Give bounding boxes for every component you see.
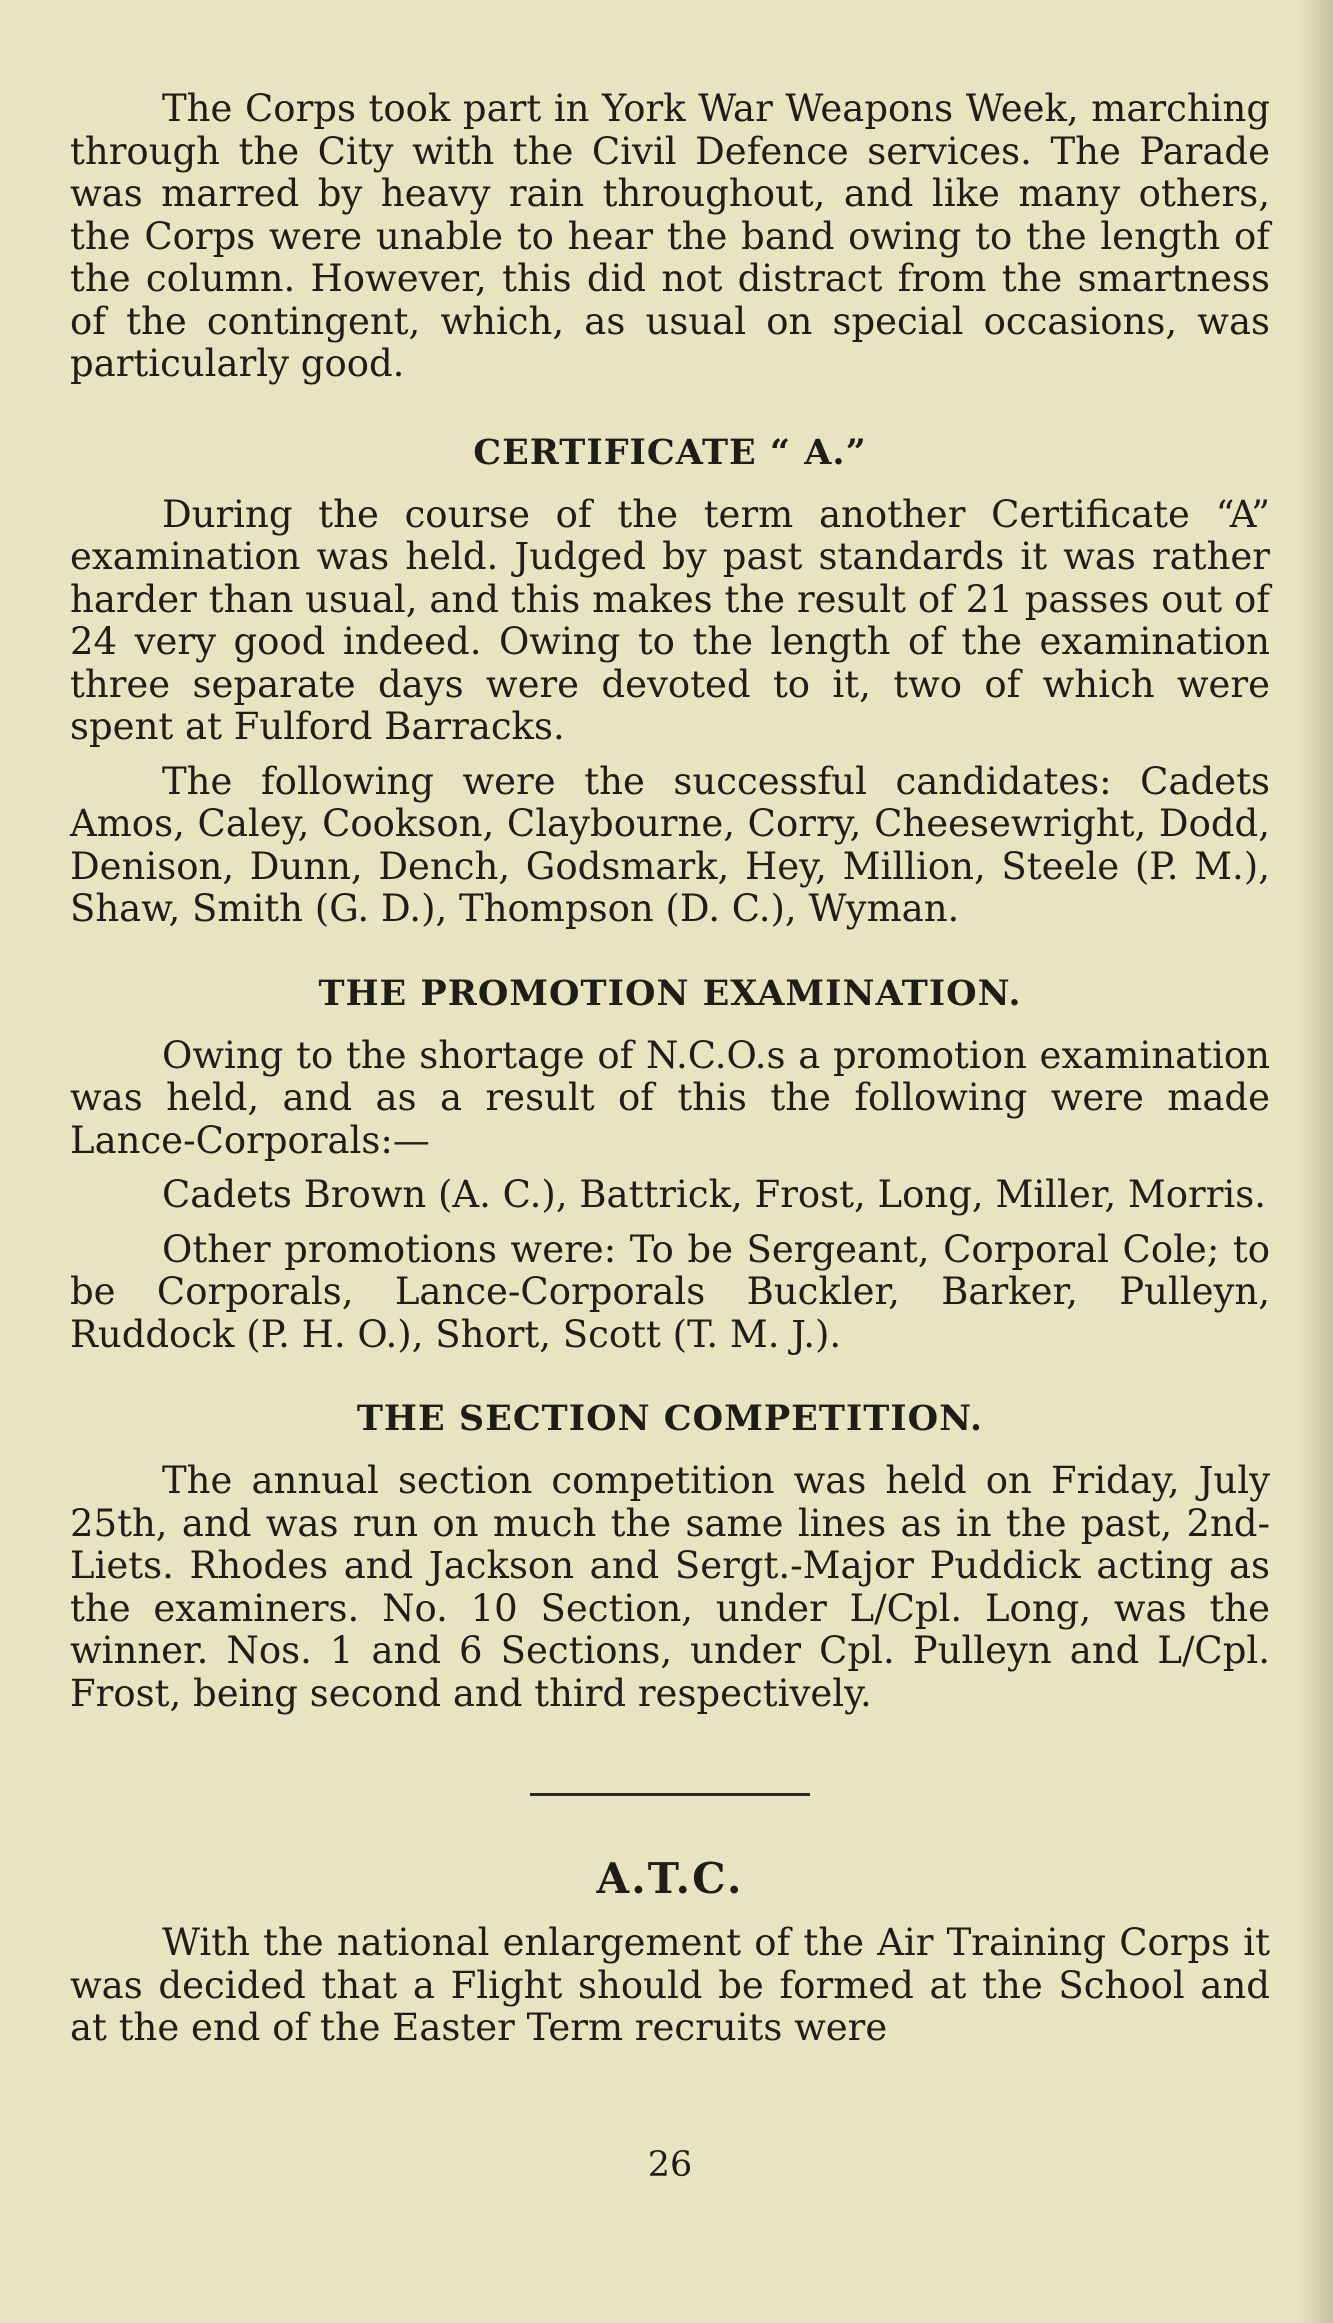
page-number: 26 bbox=[647, 2145, 693, 2185]
document-page bbox=[70, 88, 1270, 2288]
section-divider bbox=[530, 1793, 810, 1796]
atc-paragraph: With the national enlargement of the Air Training Corps it was decided that a Flight should be formed at the School and at the end of the Easter Term recruits were bbox=[70, 1921, 1270, 2049]
promotion-heading: THE PROMOTION EXAMINATION. bbox=[318, 972, 1022, 1014]
section-competition-heading: THE SECTION COMPETITION. bbox=[356, 1398, 984, 1439]
certificate-heading: CERTIFICATE “ A.” bbox=[473, 431, 867, 473]
promotion-paragraph-3: Other promotions were: To be Sergeant, Corporal Cole; to be Corporals, Lance-Corporals Buckler, Barker, Pulleyn, Ruddock (P. H. O.), Short, Scott (T. M. J.). bbox=[70, 1227, 1270, 1356]
section-competition-paragraph: The annual section competition was held on Friday, July 25th, and was run on much the same lines as in the past, 2nd-Liets. Rhodes and Jackson and Sergt.-Major Puddick acting as the examiners. No. 10 Section, under L/Cpl. Long, was the winner. Nos. 1 and 6 Sections, under Cpl. Pulleyn and L/Cpl. Frost, being second and third respectively. bbox=[70, 1459, 1270, 1715]
promotion-paragraph-1: Owing to the shortage of N.C.O.s a promotion examination was held, and as a result of this the following were made Lance-Corporals:— bbox=[70, 1033, 1270, 1162]
page-edge-shadow bbox=[1299, 0, 1333, 2323]
certificate-paragraph-2: The following were the successful candidates: Cadets Amos, Caley, Cookson, Claybourne, Corry, Cheesewright, Dodd, Denison, Dunn, Dench, Godsmark, Hey, Million, Steele (P. M.), Shaw, Smith (G. D.), Thompson (D. C.), Wyman. bbox=[70, 759, 1270, 930]
intro-paragraph: The Corps took part in York War Weapons Week, marching through the City with the Civil Defence services. The Parade was marred by heavy rain throughout, and like many others, the Corps were unable to hear the band owing to the length of the column. However, this did not distract from the smartness of the contingent, which, as usual on special occasions, was particularly good. bbox=[70, 87, 1270, 385]
atc-heading: A.T.C. bbox=[596, 1854, 744, 1903]
promotion-paragraph-2: Cadets Brown (A. C.), Battrick, Frost, Long, Miller, Morris. bbox=[162, 1173, 1266, 1216]
certificate-paragraph-1: During the course of the term another Certificate “A” examination was held. Judged by past standards it was rather harder than usual, and this makes the result of 21 passes out of 24 very good indeed. Owing to the length of the examination three separate days were devoted to it, two of which were spent at Fulford Barracks. bbox=[70, 492, 1270, 748]
